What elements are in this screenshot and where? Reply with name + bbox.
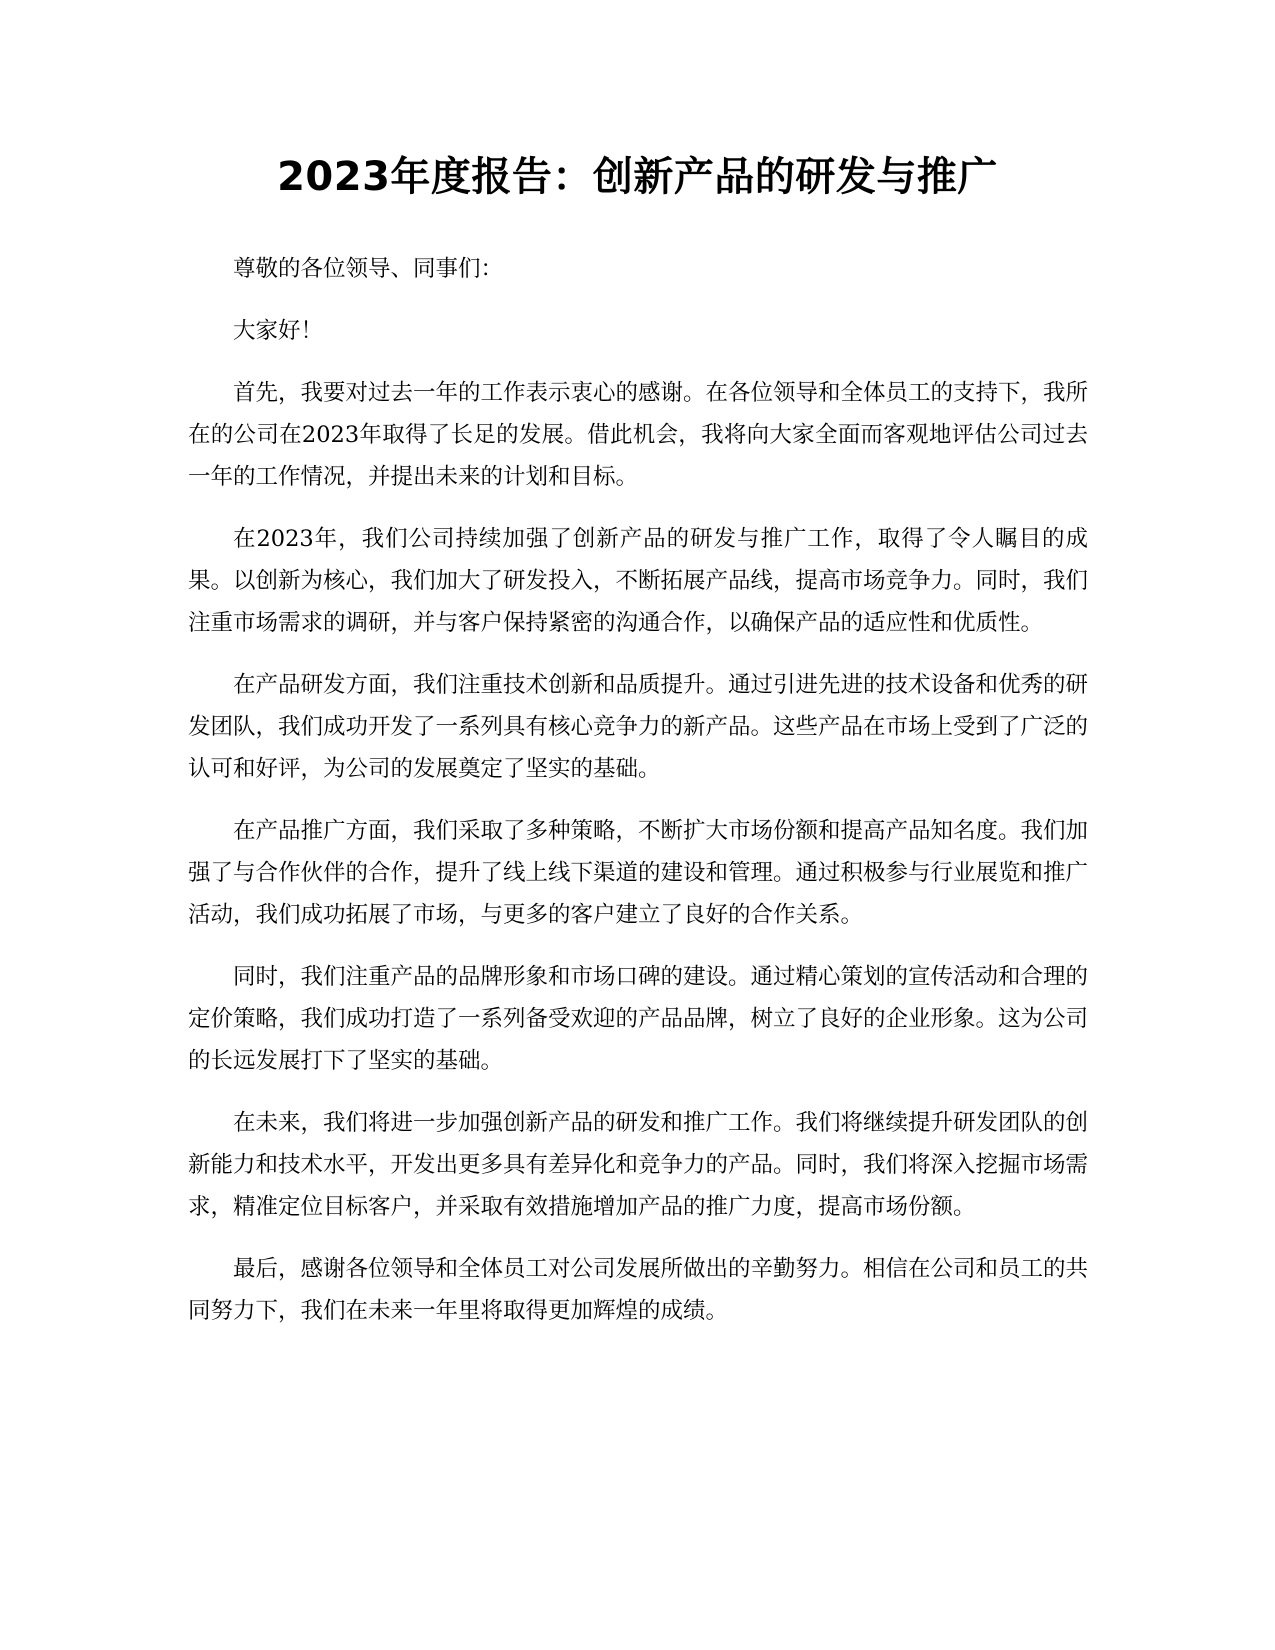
body-paragraph: 首先，我要对过去一年的工作表示衷心的感谢。在各位领导和全体员工的支持下，我所在的公司在2023年取得了长足的发展。借此机会，我将向大家全面而客观地评估公司过去一年的工作情况，并提出未来的计划和目标。 [188,380,1089,490]
document-body [188,248,1088,1352]
document-title: 2023年度报告：创新产品的研发与推广 [277,154,998,200]
body-paragraph: 在2023年，我们公司持续加强了创新产品的研发与推广工作，取得了令人瞩目的成果。以创新为核心，我们加大了研发投入，不断拓展产品线，提高市场竞争力。同时，我们注重市场需求的调研，并与客户保持紧密的沟通合作，以确保产品的适应性和优质性。 [188,526,1089,636]
body-paragraph: 同时，我们注重产品的品牌形象和市场口碑的建设。通过精心策划的宣传活动和合理的定价策略，我们成功打造了一系列备受欢迎的产品品牌，树立了良好的企业形象。这为公司的长远发展打下了坚实的基础。 [188,964,1089,1074]
greeting-paragraph: 尊敬的各位领导、同事们： [233,256,504,282]
body-paragraph: 在未来，我们将进一步加强创新产品的研发和推广工作。我们将继续提升研发团队的创新能力和技术水平，开发出更多具有差异化和竞争力的产品。同时，我们将深入挖掘市场需求，精准定位目标客户，并采取有效措施增加产品的推广力度，提高市场份额。 [188,1110,1089,1220]
body-paragraph: 在产品研发方面，我们注重技术创新和品质提升。通过引进先进的技术设备和优秀的研发团队，我们成功开发了一系列具有核心竞争力的新产品。这些产品在市场上受到了广泛的认可和好评，为公司的发展奠定了坚实的基础。 [188,672,1089,782]
body-paragraph: 在产品推广方面，我们采取了多种策略，不断扩大市场份额和提高产品知名度。我们加强了与合作伙伴的合作，提升了线上线下渠道的建设和管理。通过积极参与行业展览和推广活动，我们成功拓展了市场，与更多的客户建立了良好的合作关系。 [188,818,1089,928]
closing-paragraph: 最后，感谢各位领导和全体员工对公司发展所做出的辛勤努力。相信在公司和员工的共同努力下，我们在未来一年里将取得更加辉煌的成绩。 [188,1256,1089,1324]
salutation-paragraph: 大家好！ [233,318,324,344]
